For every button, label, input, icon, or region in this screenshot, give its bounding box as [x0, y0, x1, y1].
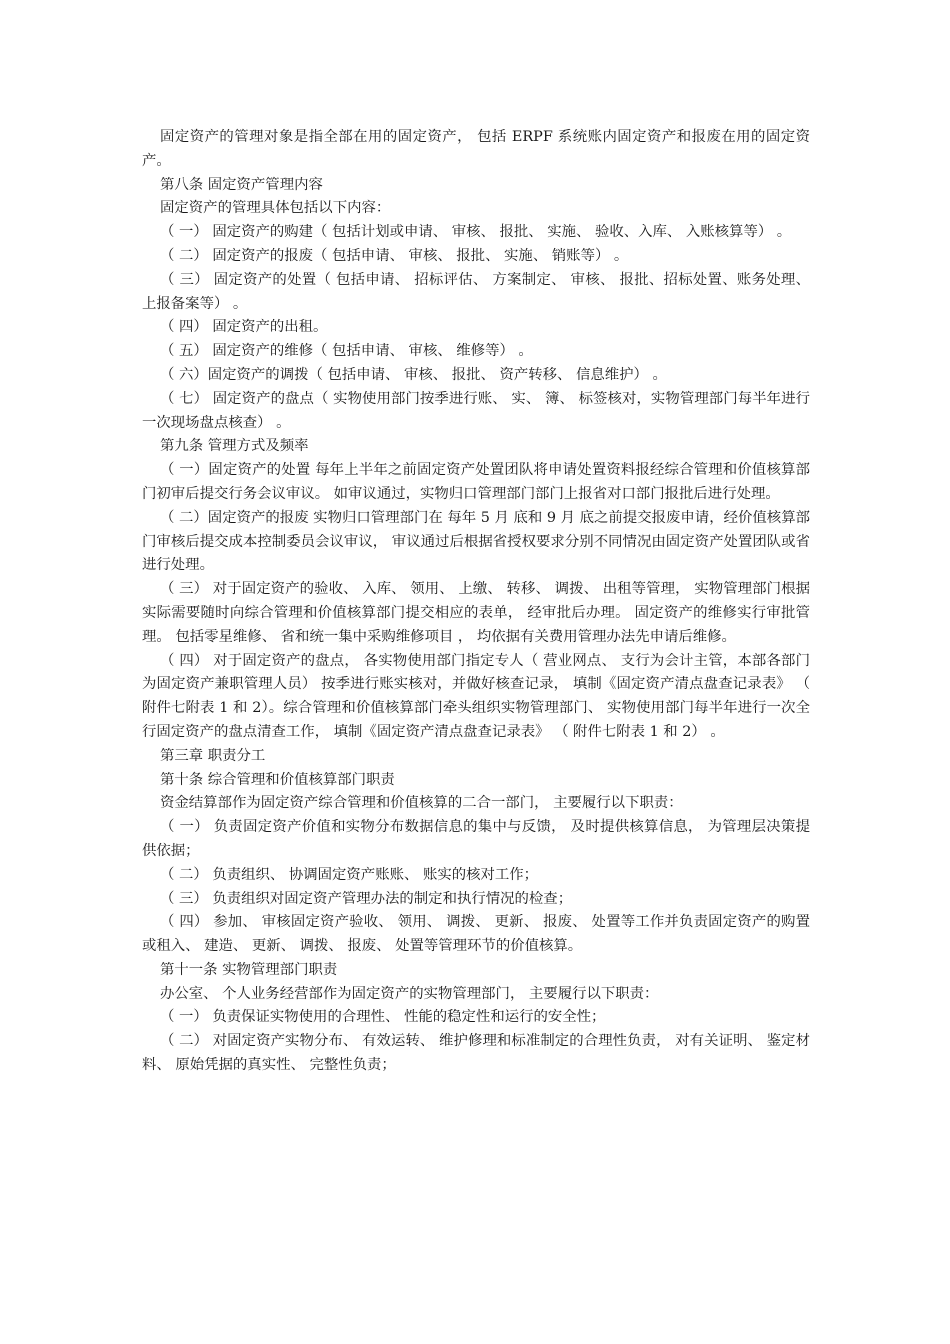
mode-inventory: （ 四） 对于固定资产的盘点， 各实物使用部门指定专人（ 营业网点、 支行为会计主管，本部各部门为固定资产兼职管理人员） 按季进行账实核对，并做好核查记录， 填制《固定资产清点盘查记录表》 （ 附件七附表 1 和 2）。综合管理和价值核算部门牵头组织实物管理部门、 实物使用部门每半年进行一次全行固定资产的盘点清查工作， 填制《固定资产清点盘查记录表》 （ 附件七附表 1 和 2） 。: [142, 652, 810, 740]
duty-11-1: （ 一） 负责保证实物使用的合理性、 性能的稳定性和运行的安全性；: [160, 1009, 606, 1026]
paragraph-scope: 固定资产的管理对象是指全部在用的固定资产， 包括 ERPF 系统账内固定资产和报废在用的固定资产。: [142, 129, 810, 169]
chapter-3-heading: 第三章 职责分工: [160, 747, 266, 764]
article-9-heading: 第九条 管理方式及频率: [160, 438, 309, 455]
item-transfer: （ 六）固定资产的调拨（ 包括申请、 审核、 报批、 资产转移、 信息维护） 。: [160, 366, 667, 383]
mode-scrap: （ 二）固定资产的报废 实物归口管理部门在 每年 5 月 底和 9 月 底之前提交报废申请，经价值核算部门审核后提交成本控制委员会议审议， 审议通过后根据省授权要求分别不同情况由固定资产处置团队或省进行处理。: [142, 509, 810, 574]
article-10-intro: 资金结算部作为固定资产综合管理和价值核算的二合一部门， 主要履行以下职责：: [160, 795, 683, 812]
document-body: [142, 126, 810, 1078]
mode-acceptance: （ 三） 对于固定资产的验收、 入库、 领用、 上缴、 转移、 调拨、 出租等管理， 实物管理部门根据实际需要随时向综合管理和价值核算部门提交相应的表单， 经审批后办理。 固定资产的维修实行审批管理。 包括零星维修、 省和统一集中采购维修项目 ， 均依据有关费用管理办法先申请后维修。: [142, 581, 810, 645]
article-11-heading: 第十一条 实物管理部门职责: [160, 961, 338, 978]
duty-10-4: （ 四） 参加、 审核固定资产验收、 领用、 调拨、 更新、 报废、 处置等工作并负责固定资产的购置或租入、 建造、 更新、 调拨、 报废、 处置等管理环节的价值核算。: [142, 914, 810, 955]
item-lease: （ 四） 固定资产的出租。: [160, 319, 328, 336]
item-repair: （ 五） 固定资产的维修（ 包括申请、 审核、 维修等） 。: [160, 343, 533, 360]
item-disposal: （ 三） 固定资产的处置（ 包括申请、 招标评估、 方案制定、 审核、 报批、招标处置、账务处理、 上报备案等） 。: [142, 271, 810, 312]
duty-10-2: （ 二） 负责组织、 协调固定资产账账、 账实的核对工作；: [160, 866, 539, 883]
paragraph-content-intro: 固定资产的管理具体包括以下内容：: [160, 200, 391, 217]
mode-disposal: （ 一）固定资产的处置 每年上半年之前固定资产处置团队将申请处置资料报经综合管理和价值核算部门初审后提交行务会议审议。 如审议通过，实物归口管理部门部门上报省对口部门报批后进行处理。: [142, 462, 810, 502]
item-purchase: （ 一） 固定资产的购建（ 包括计划或申请、 审核、 报批、 实施、 验收、入库、 入账核算等） 。: [160, 224, 792, 241]
item-inventory: （ 七） 固定资产的盘点（ 实物使用部门按季进行账、 实、 簿、 标签核对，实物管理部门每半年进行一次现场盘点核查） 。: [142, 390, 810, 431]
item-scrap: （ 二） 固定资产的报废（ 包括申请、 审核、 报批、 实施、 销账等） 。: [160, 247, 629, 264]
duty-10-3: （ 三） 负责组织对固定资产管理办法的制定和执行情况的检查；: [160, 890, 573, 907]
article-11-intro: 办公室、 个人业务经营部作为固定资产的实物管理部门， 主要履行以下职责：: [160, 985, 659, 1002]
duty-11-2: （ 二） 对固定资产实物分布、 有效运转、 维护修理和标准制定的合理性负责， 对有关证明、 鉴定材料、 原始凭据的真实性、 完整性负责；: [142, 1033, 810, 1074]
article-8-heading: 第八条 固定资产管理内容: [160, 176, 323, 193]
article-10-heading: 第十条 综合管理和价值核算部门职责: [160, 771, 395, 788]
duty-10-1: （ 一） 负责固定资产价值和实物分布数据信息的集中与反馈， 及时提供核算信息， 为管理层决策提供依据；: [142, 819, 810, 859]
